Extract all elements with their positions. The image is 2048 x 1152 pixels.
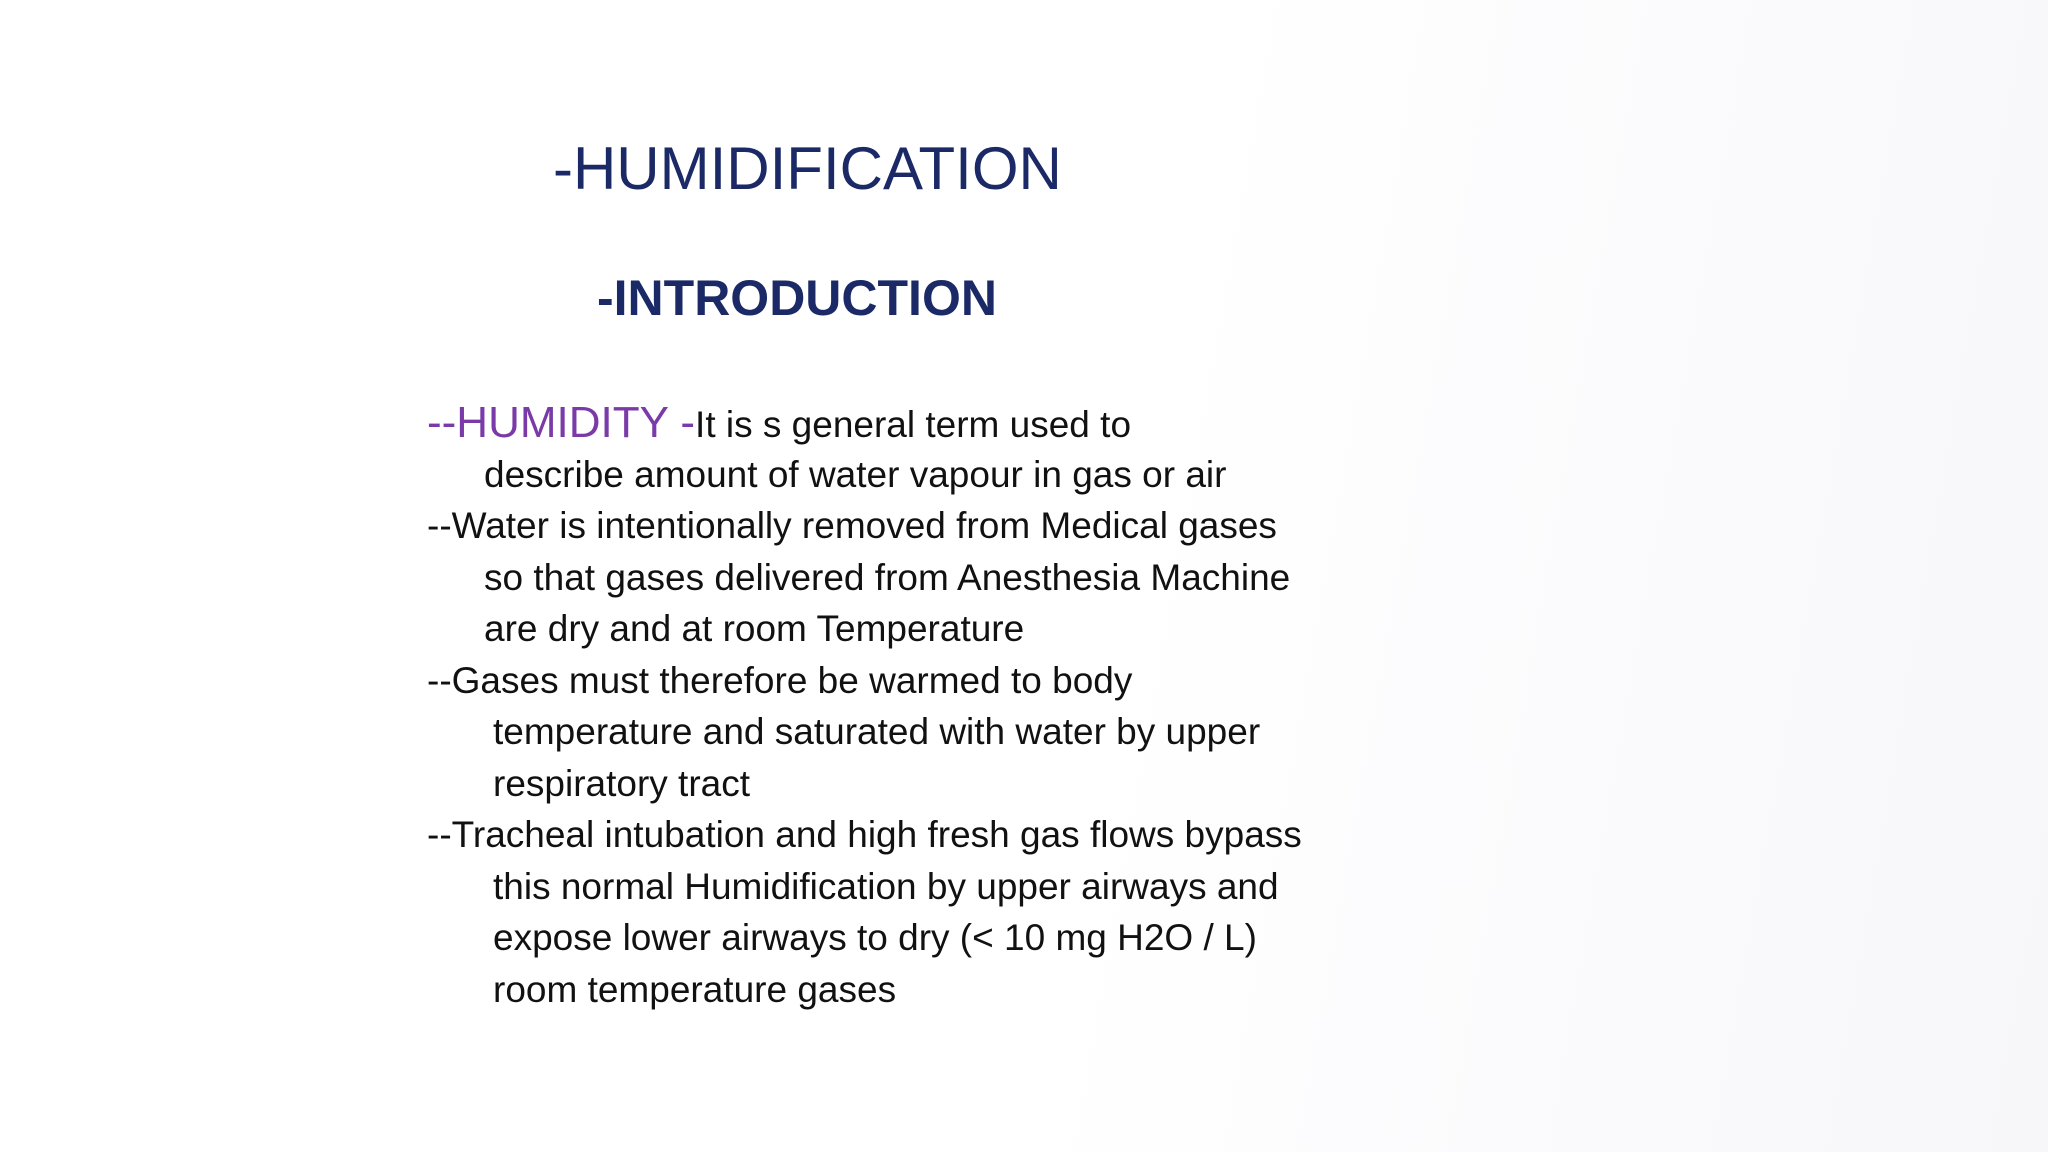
bullet-water-removed-line-2: so that gases delivered from Anesthesia Machine: [484, 556, 1291, 598]
bullet-tracheal-line-4: room temperature gases: [493, 968, 897, 1010]
slide-body: [427, 397, 1427, 1015]
humidity-definition-line-2: describe amount of water vapour in gas or air: [484, 453, 1227, 495]
humidity-term: --HUMIDITY -: [427, 398, 696, 447]
bullet-water-removed-line-3: are dry and at room Temperature: [484, 608, 1025, 649]
bullet-water-removed-line-1: --Water is intentionally removed from Medical gases: [427, 505, 1277, 546]
slide-subtitle: -INTRODUCTION: [597, 270, 997, 326]
bullet-tracheal-line-2: this normal Humidification by upper airways and: [493, 865, 1279, 907]
humidity-definition-line-1: It is s general term used to: [695, 404, 1132, 445]
bullet-tracheal-line-3: expose lower airways to dry (< 10 mg H2O / L): [493, 917, 1257, 958]
bullet-tracheal-line-1: --Tracheal intubation and high fresh gas flows bypass: [427, 814, 1302, 855]
bullet-gases-warmed-line-2: temperature and saturated with water by upper: [493, 711, 1261, 752]
slide-title: -HUMIDIFICATION: [553, 135, 1062, 202]
bullet-gases-warmed-line-1: --Gases must therefore be warmed to body: [427, 659, 1133, 701]
bullet-humidity: [427, 397, 1427, 449]
bullet-gases-warmed-line-3: respiratory tract: [493, 762, 751, 804]
